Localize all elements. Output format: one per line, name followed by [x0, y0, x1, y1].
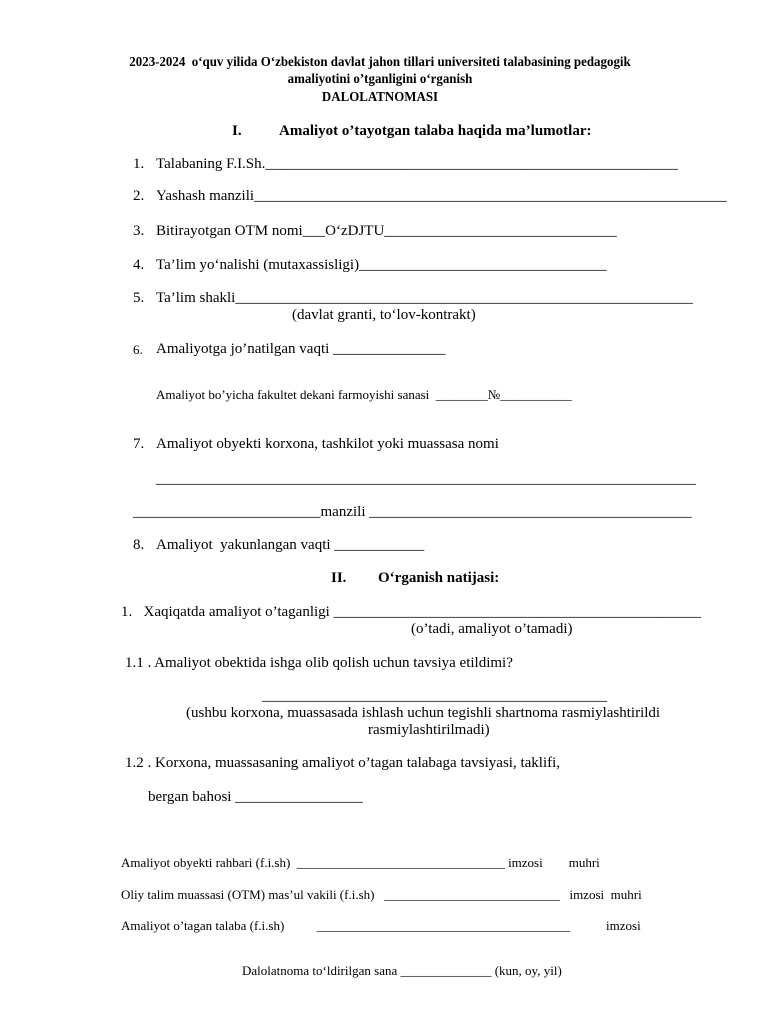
organization-address-field[interactable]: _________________________manzili ___________________________________________ — [133, 504, 692, 520]
university-rep-signature-line[interactable]: Oliy talim muassasi (OTM) mas’ul vakili (f.i.sh) ___________________________ imzosi muhri — [121, 887, 642, 902]
item-number: 1. — [133, 156, 145, 172]
grade-field[interactable]: bergan bahosi _________________ — [148, 789, 363, 805]
completion-date-line[interactable]: Dalolatnoma to‘ldirilgan sana ______________ (kun, oy, yil) — [242, 963, 562, 978]
dispatch-date-field[interactable]: Amaliyotga jo’natilgan vaqti _______________ — [156, 341, 446, 357]
recommendation-question: 1.1 . Amaliyot obektida ishga olib qolish uchun tavsiya etildimi? — [125, 655, 513, 671]
item-number: 5. — [133, 290, 145, 306]
item-number: 4. — [133, 257, 145, 273]
end-date-field[interactable]: Amaliyot yakunlangan vaqti ____________ — [156, 537, 425, 553]
item-number: 6. — [133, 342, 143, 357]
document-title-line2: amaliyotini o’tganligini o‘rganish — [287, 72, 473, 87]
recommendation-note-line2: rasmiylashtirilmadi) — [368, 722, 490, 738]
student-signature-line[interactable]: Amaliyot o’tagan talaba (f.i.sh) _______________________________________ imzosi — [121, 918, 641, 933]
section2-heading: O‘rganish natijasi: — [378, 570, 500, 586]
address-field[interactable]: Yashash manzili_______________________________________________________________ — [156, 188, 727, 204]
education-form-field[interactable]: Ta’lim shakli_____________________________________________________________ — [156, 290, 693, 306]
specialty-field[interactable]: Ta’lim yo‘nalishi (mutaxassisligi)_________________________________ — [156, 257, 607, 273]
education-form-note: (davlat granti, to‘lov-kontrakt) — [292, 307, 476, 323]
organization-feedback-label: 1.2 . Korxona, muassasaning amaliyot o’tagan talabaga tavsiyasi, taklifi, — [125, 755, 561, 771]
item-number: 2. — [133, 188, 145, 204]
item-number: 7. — [133, 436, 145, 452]
section1-number: I. — [232, 123, 242, 139]
student-name-field[interactable]: Talabaning F.I.Sh._______________________________________________________ — [156, 156, 678, 172]
section2-number: II. — [331, 570, 347, 586]
supervisor-signature-line[interactable]: Amaliyot obyekti rahbari (f.i.sh) ________________________________ imzosi muhri — [121, 855, 600, 870]
document-title-line3: DALOLATNOMASI — [321, 90, 439, 105]
practice-completed-note: (o’tadi, amaliyot o’tamadi) — [411, 621, 573, 637]
item-number: 3. — [133, 223, 145, 239]
recommendation-field[interactable]: ______________________________________________ — [262, 688, 607, 704]
item-number: 8. — [133, 537, 145, 553]
dean-decree-field[interactable]: Amaliyot bo’yicha fakultet dekani farmoyishi sanasi ________№___________ — [156, 387, 572, 402]
university-field[interactable]: Bitirayotgan OTM nomi___O‘zDJTU_______________________________ — [156, 223, 617, 239]
practice-completed-field[interactable]: 1. Xaqiqatda amaliyot o’taganligi _________________________________________________ — [121, 604, 702, 620]
recommendation-note-line1: (ushbu korxona, muassasada ishlash uchun tegishli shartnoma rasmiylashtirildi — [186, 705, 661, 721]
section1-heading: Amaliyot o’tayotgan talaba haqida ma’lumotlar: — [279, 123, 592, 139]
document-title-line1: 2023-2024 o‘quv yilida O‘zbekiston davlat jahon tillari universiteti talabasining pedagogik — [129, 55, 631, 70]
organization-name-field[interactable]: ________________________________________________________________________ — [156, 471, 696, 487]
organization-label: Amaliyot obyekti korxona, tashkilot yoki muassasa nomi — [156, 436, 499, 452]
